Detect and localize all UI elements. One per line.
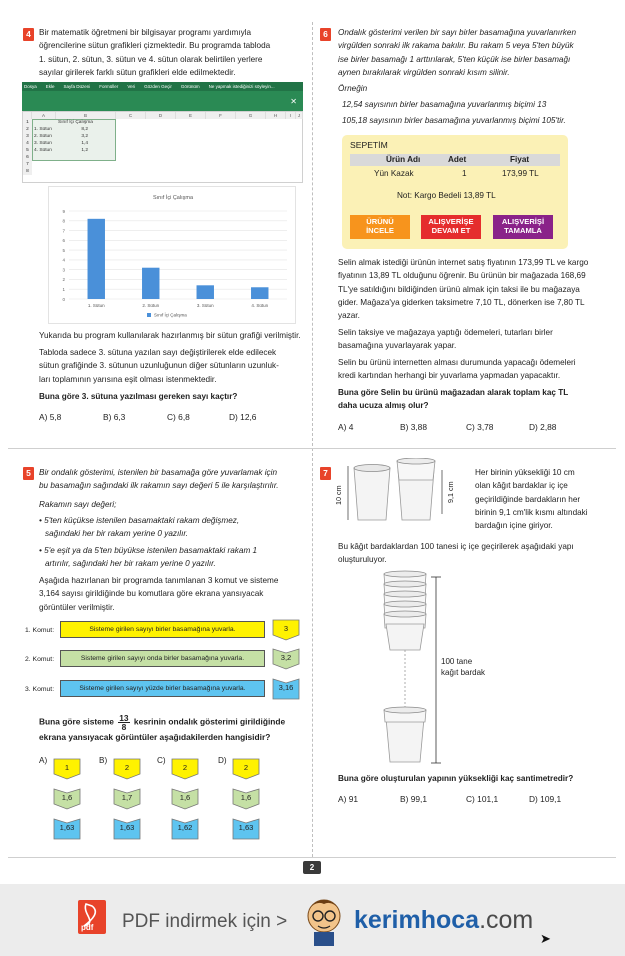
q5-option-chevron: 1,6 (232, 788, 260, 810)
bar-chart-svg (49, 187, 297, 325)
q7-option-b[interactable]: B) 99,1 (400, 794, 428, 804)
q4-paragraph-2: Tabloda sadece 3. sütuna yazılan sayı değiştirilerek elde edilecek sütun grafiğinde 3. sütunun uzunluğunun diğer sütunların uzunluk- ları toplamının yarısına eşit olması istenmektedir. (39, 348, 279, 384)
cup-body (386, 718, 424, 762)
q6-option-d[interactable]: D) 2,88 (529, 422, 557, 432)
y-tick-label: 5 (62, 247, 65, 253)
spreadsheet-ribbon: Dosya Ekle Sayfa Düzeni Formüller Veri Gözden Geçir Görünüm Ne yapmak istediğinizi söyleyin... (22, 82, 303, 91)
cup-body (386, 624, 424, 650)
q6-question: Buna göre Selin bu ürünü mağazadan alarak toplam kaç TL daha ucuza almış olur? (338, 388, 569, 411)
table-row: 4 3. Sütun 1,4 (23, 140, 88, 147)
legend-label: Sınıf İçi Çalışma (154, 312, 187, 318)
q5-option-chevron: 2 (171, 758, 199, 780)
y-tick-label: 8 (62, 218, 65, 224)
stacked-cup-rim (384, 571, 426, 577)
cursor-icon: ➤ (540, 931, 551, 946)
fraction: $\frac{13}{8}$ (119, 713, 129, 732)
question-number-7: 7 (320, 467, 331, 480)
bar (251, 287, 268, 299)
question-number-6: 6 (320, 28, 331, 41)
row-divider (8, 448, 616, 449)
command-3-result: 3,16 (272, 678, 300, 700)
q7-question: Buna göre oluşturulan yapının yüksekliği kaç santimetredir? (338, 774, 574, 783)
q6-option-c[interactable]: C) 3,78 (466, 422, 494, 432)
command-1-label: 1. Komut: (25, 627, 55, 634)
command-1-box: Sisteme girilen sayıyı birler basamağına yuvarla. (60, 621, 265, 638)
legend-swatch (147, 313, 151, 317)
command-1-result: 3 (272, 619, 300, 641)
cart-row: Yün Kazak 1 173,99 TL (374, 169, 539, 178)
complete-shopping-button[interactable]: ALIŞVERİŞİ TAMAMLA (493, 215, 553, 239)
teacher-mascot-icon (298, 892, 350, 948)
bar (197, 285, 214, 299)
stacked-cup-rim (384, 601, 426, 607)
x-tick-label: 3. Sütun (196, 303, 214, 308)
y-tick-label: 6 (62, 238, 65, 244)
inspect-product-button[interactable]: ÜRÜNÜ İNCELE (350, 215, 410, 239)
q5-rule-1: • 5'ten küçükse istenilen basamaktaki rakam değişmez, sağındaki her bir rakam yerine 0 yazılır. (39, 516, 240, 539)
q5-option-label[interactable]: A) (39, 756, 48, 765)
q4-option-c[interactable]: C) 6,8 (167, 412, 190, 422)
q5-rule-title: Rakamın sayı değeri; (39, 500, 117, 509)
x-tick-label: 4. Sütun (251, 303, 269, 308)
collapse-icon[interactable]: ✕ (290, 97, 297, 106)
cup-height-label: 10 cm (334, 485, 343, 505)
q6-option-a[interactable]: A) 4 (338, 422, 354, 432)
q6-example-heading: Örneğin (338, 84, 368, 93)
q4-paragraph-1: Yukarıda bu program kullanılarak hazırlanmış bir sütun grafiği verilmiştir. (39, 331, 301, 340)
table-row: 7 (23, 161, 32, 168)
brand-logo[interactable]: kerimhoca.com (354, 906, 534, 934)
x-tick-label: 1. Sütun (87, 303, 105, 308)
bottom-rule (8, 857, 616, 858)
table-row: 5 4. Sütun 1,2 (23, 147, 88, 154)
table-row: 8 (23, 168, 32, 175)
command-3-box: Sisteme girilen sayıyı yüzde birler basamağına yuvarla. (60, 680, 265, 697)
q5-option-chevron: 1,62 (171, 818, 199, 840)
table-row: 6 (23, 154, 32, 161)
q5-option-chevron: 1,63 (53, 818, 81, 840)
y-tick-label: 9 (62, 208, 65, 214)
x-tick-label: 2. Sütun (142, 303, 160, 308)
q5-option-chevron: 1,63 (232, 818, 260, 840)
q5-option-chevron: 1,7 (113, 788, 141, 810)
y-tick-label: 1 (62, 287, 65, 293)
q4-option-b[interactable]: B) 6,3 (103, 412, 126, 422)
q5-option-chevron: 2 (232, 758, 260, 780)
q7-intro: Her birinin yüksekliği 10 cm olan kâğıt bardaklar iç içe geçirildiğinde bardakların her birinin 9,1 cm'lik kısmı altındaki bardağın içine giriyor. (475, 468, 588, 531)
q6-intro: Ondalık gösterimi verilen bir sayı birler basamağına yuvarlanırken virgülden sonraki ilk rakama bakılır. Bu rakam 5 veya 5'ten büyük ise birler basamağı 1 arttırılarak, 5'ten küçük ise birler basamağı aynen bırakılarak virgülden sonraki kısım silinir. (338, 28, 576, 77)
q5-option-chevron: 1,6 (53, 788, 81, 810)
table-title: Sınıf İçi Çalışma (58, 120, 93, 125)
q5-rule-2: • 5'e eşit ya da 5'ten büyükse istenilen basamaktaki rakam 1 artırılır, sağındaki her bir rakam yerine 0 yazılır. (39, 546, 258, 569)
y-tick-label: 4 (62, 257, 65, 263)
chart-title: Sınıf İçi Çalışma (152, 195, 194, 201)
q5-question-2: ekrana yansıyacak görüntüler aşağıdakilerden hangisidir? (39, 732, 271, 742)
q5-option-label[interactable]: B) (99, 756, 108, 765)
cart-header: Ürün Adı Adet Fiyat (350, 154, 560, 166)
bar (142, 268, 159, 299)
y-tick-label: 0 (62, 296, 65, 302)
q7-option-a[interactable]: A) 91 (338, 794, 359, 804)
q6-paragraph-2: Selin taksiye ve mağazaya yaptığı ödemeleri, tutarları birler basamağına yuvarlayarak yapar. (338, 328, 553, 351)
q6-paragraph-1: Selin almak istediği ürünün internet satış fiyatının 173,99 TL ve kargo fiyatının 13,89 TL olduğunu öğrenir. Bu ürünün bir mağazada 168,69 TL'ye satıldığını bildiğinden ürünü almak için taksi ile bu mağazaya gider. Mağaza'ya giderken taksimetre 7,10 TL, dönerken ise 7,80 TL yazar. (338, 258, 589, 321)
spreadsheet-grid: A B C D E F G H I J 1 Sınıf İçi Çalışma 2 1. Sütun 8,2 3 2. Sütun 3,2 4 3. Sütun 1,4 5 4. Sütun 1,2 6 7 8 (22, 111, 303, 183)
q5-option-label[interactable]: D) (218, 756, 227, 765)
q5-option-chevron: 1,63 (113, 818, 141, 840)
stacked-cup-rim (384, 707, 426, 713)
cart-title: SEPETİM (350, 140, 388, 150)
stack-label: 100 tane kağıt bardak (441, 657, 486, 677)
q7-option-d[interactable]: D) 109,1 (529, 794, 562, 804)
shopping-cart-box (342, 135, 568, 249)
pdf-icon[interactable]: pdf (78, 900, 106, 934)
nested-height-label: 9,1 cm (446, 481, 455, 503)
q6-example-1: 12,54 sayısının birler basamağına yuvarlanmış biçimi 13 (342, 100, 547, 109)
q4-option-a[interactable]: A) 5,8 (39, 412, 62, 422)
bar (88, 219, 105, 299)
continue-shopping-button[interactable]: ALIŞVERİŞE DEVAM ET (421, 215, 481, 239)
page-number: 2 (303, 861, 321, 874)
q5-paragraph-1: Aşağıda hazırlanan bir programda tanımlanan 3 komut ve sisteme 3,164 sayısı girildiğinde bu komutlara göre ekrana yansıyacak görüntüler verilmiştir. (39, 576, 279, 612)
q5-intro: Bir ondalık gösterimi, istenilen bir basamağa göre yuvarlamak için bu basamağın sağındaki ilk rakamın sayı değeri 5 ile karşılaştırılır. (39, 468, 279, 491)
stacked-cup-rim (384, 591, 426, 597)
q4-option-d[interactable]: D) 12,6 (229, 412, 257, 422)
cart-note: Not: Kargo Bedeli 13,89 TL (397, 191, 496, 200)
command-2-box: Sisteme girilen sayıyı onda birler basamağına yuvarla. (60, 650, 265, 667)
q4-question: Buna göre 3. sütuna yazılması gereken sayı kaçtır? (39, 392, 238, 401)
q5-option-chevron: 2 (113, 758, 141, 780)
question-number-4: 4 (23, 28, 34, 41)
q6-option-b[interactable]: B) 3,88 (400, 422, 428, 432)
spreadsheet-formula-bar (22, 91, 303, 111)
q5-option-chevron: 1,6 (171, 788, 199, 810)
q5-option-label[interactable]: C) (157, 756, 166, 765)
table-row: 3 2. Sütun 3,2 (23, 133, 88, 140)
q6-example-2: 105,18 sayısının birler basamağına yuvarlanmış biçimi 105'tir. (342, 116, 566, 125)
y-tick-label: 2 (62, 277, 65, 283)
y-tick-label: 3 (62, 267, 65, 273)
q7-option-c[interactable]: C) 101,1 (466, 794, 499, 804)
command-2-label: 2. Komut: (25, 656, 55, 663)
table-row: 2 1. Sütun 8,2 (23, 126, 88, 133)
q5-question: Buna göre sisteme $\frac{13}{8}$ kesrinin ondalık gösterimi girildiğinde (39, 713, 286, 732)
q4-intro: Bir matematik öğretmeni bir bilgisayar programı yardımıyla öğrencilerine sütun grafikleri çizmektedir. Bu programda tabloda 1. sütun, 2. sütun, 3. sütun ve 4. sütun olarak belirtilen yerlere sayılar girilerek farklı sütun grafikleri elde edilmektedir. (39, 28, 271, 77)
y-tick-label: 7 (62, 228, 65, 234)
footer-banner[interactable] (0, 884, 625, 956)
question-number-5: 5 (23, 467, 34, 480)
stacked-cup-rim (384, 581, 426, 587)
q6-paragraph-3: Selin bu ürünü internetten alması durumunda yapacağı ödemeleri kredi kartından herhangi bir yuvarlama yapmadan yapacaktır. (338, 358, 576, 381)
q7-paragraph-1: Bu kâğıt bardaklardan 100 tanesi iç içe geçirilerek aşağıdaki yapı oluşturuluyor. (338, 542, 574, 565)
q5-option-chevron: 1 (53, 758, 81, 780)
bar-chart (48, 186, 296, 324)
footer-text: PDF indirmek için > (122, 911, 288, 932)
command-3-label: 3. Komut: (25, 686, 55, 693)
command-2-result: 3,2 (272, 648, 300, 670)
stacked-cup-rim (384, 611, 426, 617)
column-divider (312, 22, 313, 857)
